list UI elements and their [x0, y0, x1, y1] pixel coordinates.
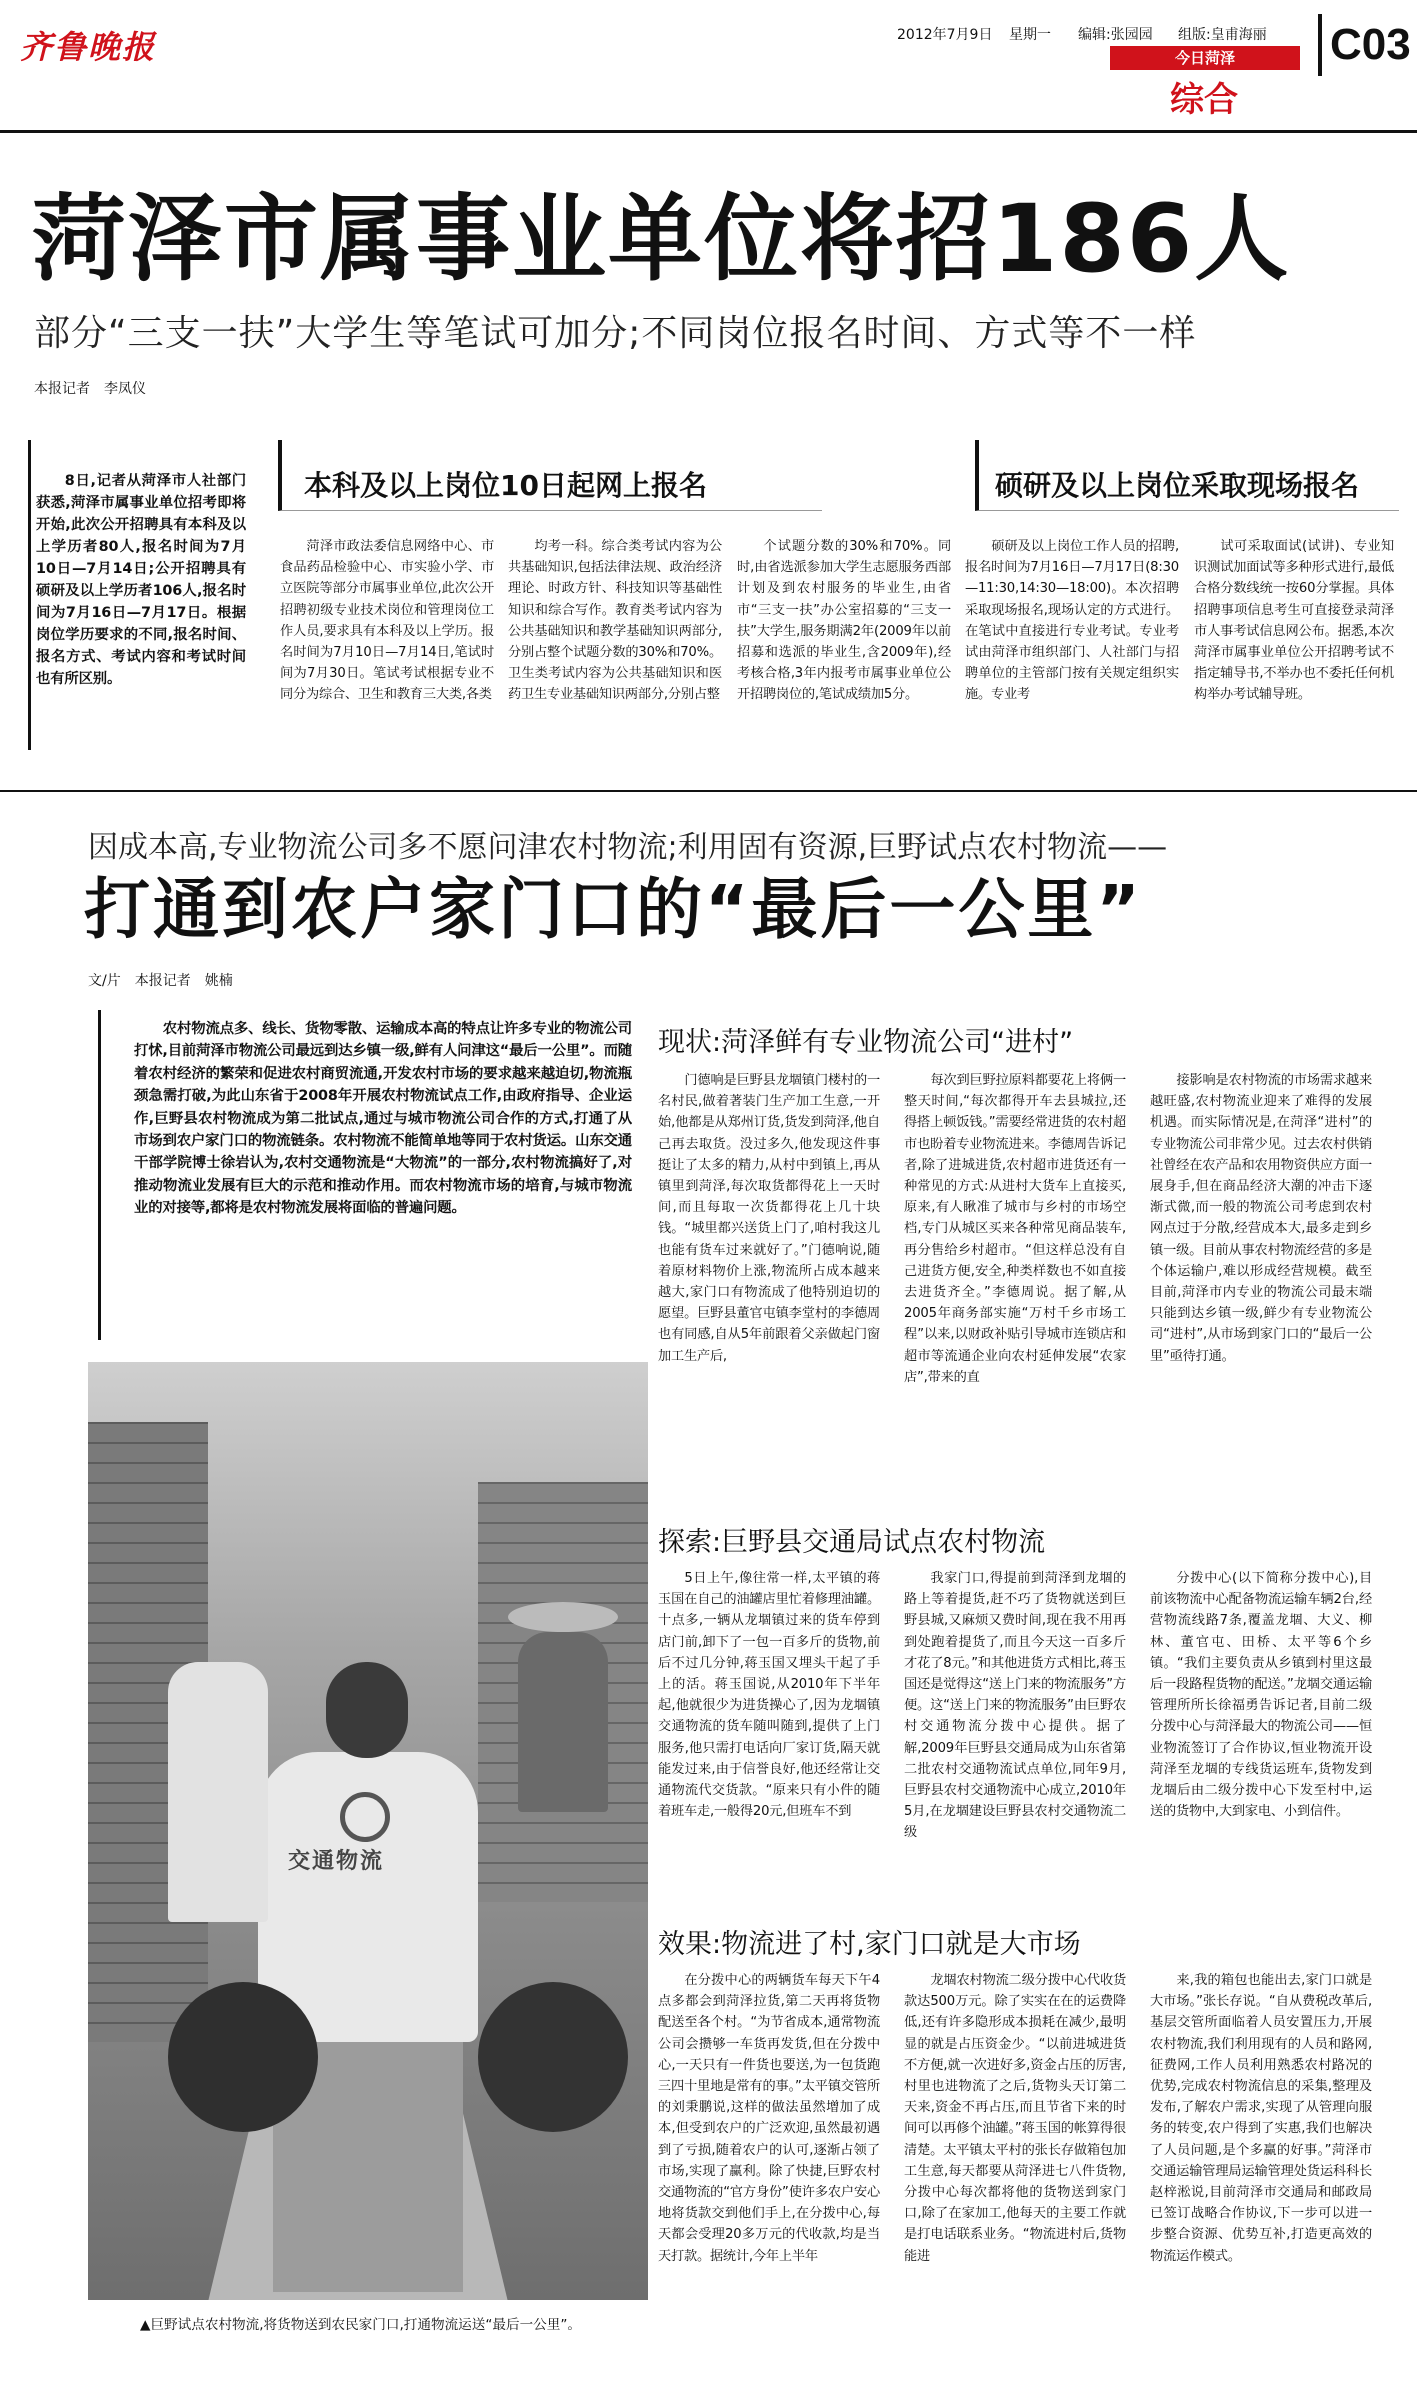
s2-col1 — [658, 1568, 880, 1908]
lead-left-rule — [28, 440, 31, 750]
story2-intro — [134, 1018, 632, 1348]
editor-credit: 编辑:张园园 — [1078, 27, 1153, 43]
story1-subheadline: 部分“三支一扶”大学生等笔试可加分;不同岗位报名时间、方式等不一样 — [34, 313, 1197, 354]
story1-col3 — [737, 536, 951, 766]
s3-col2-text: 龙堌农村物流二级分拨中心代收货款达500万元。除了实实在在的运费降低,还有许多隐形成本损耗在减少,最明显的就是占压资金少。“以前进城进货不方便,就一次进好多,资金占压的厉害,村里也进物流了之后,货物头天订第二天来,资金不再占压,而且节省下来的时间可以再修个油罐。”蒋玉国的帐算得很清楚。太平镇太平村的张长存做箱包加工生意,每天都要从菏泽进七八件货物,分拨中心每次都将他的货物送到家门口,除了在家加工,他每天的主要工作就是打电话联系业务。“物流进村后,货物能进 — [904, 1973, 1126, 2264]
photo-shirt-text: 交通物流 — [288, 1849, 385, 1874]
s3-col1-text: 在分拨中心的两辆货车每天下午4点多都会到菏泽拉货,第二天再将货物配送至各个村。“为节省成本,通常物流公司会攒够一车货再发货,但在分拨中心,一天只有一件货也要送,为一包货跑三四十里地是常有的事。”太平镇交管所的刘秉鹏说,这样的做法虽然增加了成本,但受到农户的广泛欢迎,虽然最初遇到了亏损,随着农户的认可,逐渐占领了市场,实现了赢利。除了快捷,巨野农村交通物流的“官方身份”使许多农户安心地将货款交到他们手上,在分拨中心,每天都会受理20多万元的代收款,均是当天打款。据统计,今年上半年 — [658, 1973, 880, 2264]
story1-col2-text: 均考一科。综合类考试内容为公共基础知识,包括法律法规、政治经济理论、时政方针、科技知识等基础性知识和综合写作。教育类考试内容为公共基础知识和教学基础知识两部分,分别占整个试题分数的30%和70%。卫生类考试内容为公共基础知识和医药卫生专业基础知识两部分,分别占整 — [508, 539, 722, 703]
masthead — [0, 0, 1417, 140]
s2-col3 — [1150, 1568, 1372, 1908]
s3-col2 — [904, 1970, 1126, 2395]
story2-headline: 打通到农户家门口的“最后一公里” — [84, 871, 1143, 948]
photo-sack-right — [478, 1982, 628, 2132]
story1-subhead-b-text: 硕研及以上岗位采取现场报名 — [995, 469, 1360, 502]
delivery-photo — [88, 1362, 648, 2300]
s3-col3 — [1150, 1970, 1372, 2395]
story2-byline: 文/片 本报记者 姚楠 — [88, 973, 233, 989]
section1-title: 现状:菏泽鲜有专业物流公司“进村” — [658, 1027, 1074, 1058]
section3-title: 效果:物流进了村,家门口就是大市场 — [658, 1929, 1081, 1960]
story1-subhead-b — [975, 440, 1399, 511]
photo-worker-head — [326, 1662, 408, 1758]
story-divider — [0, 790, 1417, 792]
story1-col4-text: 硕研及以上岗位工作人员的招聘,报名时间为7月16日—7月17日(8:30—11:30,14:30—18:00)。本次招聘采取现场报名,现场认定的方式进行。在笔试中直接进行专业考试。专业考试由菏泽市组织部门、人社部门与招聘单位的主管部门按有关规定组织实施。专业考 — [965, 539, 1179, 703]
section-tag: 今日菏泽 — [1110, 46, 1300, 70]
story1-col3-text: 个试题分数的30%和70%。同时,由省选派参加大学生志愿服务西部计划及到农村服务的毕业生,由省市“三支一扶”办公室招募的“三支一扶”大学生,服务期满2年(2009年以前招募和选派的毕业生,含2009年),经考核合格,3年内报考市属事业单位公开招聘岗位的,笔试成绩加5分。 — [737, 539, 951, 703]
s2-col2 — [904, 1568, 1126, 1908]
story1-lead — [36, 470, 246, 750]
photo-bg-person — [518, 1632, 608, 1812]
s3-col1 — [658, 1970, 880, 2395]
story1-headline: 菏泽市属事业单位将招186人 — [32, 185, 1291, 294]
page-number: C03 — [1318, 14, 1417, 76]
intro-left-rule — [98, 1010, 101, 1340]
story1-subhead-a-text: 本科及以上岗位10日起网上报名 — [304, 469, 707, 502]
section-title: 综合 — [1170, 80, 1238, 120]
s1-col3-text: 接影响是农村物流的市场需求越来越旺盛,农村物流业迎来了难得的发展机遇。而实际情况是,在菏泽“进村”的专业物流公司非常少见。过去农村供销社曾经在农产品和农用物资供应方面一展身手,但在商品经济大潮的冲击下逐渐式微,而一般的物流公司考虑到农村网点过于分散,经营成本大,最多走到乡镇一级。目前从事农村物流经营的多是个体运输户,难以形成经营规模。截至目前,菏泽市内专业的物流公司最末端只能到达乡镇一级,鲜少有专业物流公司“进村”,从市场到家门口的“最后一公里”亟待打通。 — [1150, 1073, 1372, 1364]
story1-subhead-a — [278, 440, 822, 511]
photo-caption: ▲巨野试点农村物流,将货物送到农民家门口,打通物流运送“最后一公里”。 — [140, 2317, 581, 2333]
story2-intro-text: 农村物流点多、线长、货物零散、运输成本高的特点让许多专业的物流公司打怵,目前菏泽市物流公司最远到达乡镇一级,鲜有人问津这“最后一公里”。而随着农村经济的繁荣和促进农村商贸流通,开发农村市场的要求越来越迫切,物流瓶颈急需打破,为此山东省于2008年开展农村物流试点工作,由政府指导、企业运作,巨野县农村物流成为第二批试点,通过与城市物流公司合作的方式,打通了从市场到农户家门口的物流链条。农村物流不能简单地等同于农村货运。山东交通干部学院博士徐岩认为,农村交通物流是“大物流”的一部分,农村物流搞好了,对推动物流业发展有巨大的示范和推动作用。而农村物流市场的培育,与城市物流业的对接等,都将是农村物流发展将面临的普遍问题。 — [134, 1021, 632, 1217]
s1-col2 — [904, 1070, 1126, 1500]
photo-bg-person-hat — [508, 1602, 618, 1632]
s2-col1-text: 5日上午,像往常一样,太平镇的蒋玉国在自己的油罐店里忙着修理油罐。十点多,一辆从龙堌镇过来的货车停到店门前,卸下了一包一百多斤的货物,前后不过几分钟,蒋玉国又埋头干起了手上的活。蒋玉国说,从2010年下半年起,他就很少为进货操心了,因为龙堌镇交通物流的货车随叫随到,提供了上门服务,他只需打电话向厂家订货,隔天就能发过来,由于信誉良好,他还经常让交通物流代交货款。“原来只有小件的随着班车走,一般得20元,但班车不到 — [658, 1571, 880, 1820]
story1-col2 — [508, 536, 722, 766]
s1-col1 — [658, 1070, 880, 1500]
photo-logo-circle — [340, 1792, 390, 1842]
story2-kicker: 因成本高,专业物流公司多不愿问津农村物流;利用固有资源,巨野试点农村物流—— — [88, 830, 1168, 865]
story1-col5 — [1194, 536, 1394, 766]
story1-lead-text: 8日,记者从菏泽市人社部门获悉,菏泽市属事业单位招考即将开始,此次公开招聘具有本科及以上学历者80人,报名时间为7月10日—7月14日;公开招聘具有硕研及以上学历者106人,报名时间为7月16日—7月17日。根据岗位学历要求的不同,报名时间、报名方式、考试内容和考试时间也有所区别。 — [36, 473, 246, 687]
photo-sack — [168, 1982, 318, 2132]
s1-col1-text: 门德响是巨野县龙堌镇门楼村的一名村民,做着著装门生产加工生意,一开始,他都是从郑州订货,货发到菏泽,他自己再去取货。没过多久,他发现这件事挺让了太多的精力,从村中到镇上,再从镇里到菏泽,每次取货都得花上一天时间,而且每取一次货都得花上几十块钱。“城里都兴送货上门了,咱村我这儿也能有货车过来就好了。”门德响说,随着原材料物价上涨,物流所占成本越来越大,家门口有物流成了他特别迫切的愿望。巨野县董官屯镇李堂村的李德周也有同感,自从5年前跟着父亲做起门窗加工生产后, — [658, 1073, 880, 1364]
issue-date: 2012年7月9日 — [897, 27, 993, 43]
story1-col1 — [280, 536, 494, 766]
s3-col3-text: 来,我的箱包也能出去,家门口就是大市场。”张长存说。“自从费税改革后,基层交管所面临着人员安置压力,开展农村物流,我们利用现有的人员和路网,征费网,工作人员利用熟悉农村路况的优势,完成农村物流信息的采集,整理及发布,了解农户需求,实现了从管理向服务的转变,农户得到了实惠,我们也解决了人员问题,是个多赢的好事。”菏泽市交通运输管理局运输管理处货运科科长赵梓淞说,目前菏泽市交通局和邮政局已签订战略合作协议,下一步可以进一步整合资源、优势互补,打造更高效的物流运作模式。 — [1150, 1973, 1372, 2264]
s2-col2-text: 我家门口,得提前到菏泽到龙堌的路上等着提货,赶不巧了货物就送到巨野县城,又麻烦又费时间,现在我不用再到处跑着提货了,而且今天这一百多斤才花了8元。”和其他进货方式相比,蒋玉国还是觉得这“送上门来的物流服务”方便。这“送上门来的物流服务”由巨野农村交通物流分拨中心提供。据了解,2009年巨野县交通局成为山东省第二批农村交通物流试点单位,同年9月,巨野县农村交通物流中心成立,2010年5月,在龙堌建设巨野县农村交通物流二级 — [904, 1571, 1126, 1841]
s1-col2-text: 每次到巨野拉原料都要花上将俩一整天时间,“每次都得开车去县城拉,还得搭上顿饭钱。”需要经常进货的农村超市也盼着专业物流进来。李德周告诉记者,除了进城进货,农村超市进货还有一种常见的方式:从进村大货车上直接买,原来,有人瞅准了城市与乡村的市场空档,专门从城区买来各种常见商品装车,再分售给乡村超市。“但这样总没有自己进货方便,安全,种类样数也不如直接去进货齐全。”李德周说。据了解,从2005年商务部实施“万村千乡市场工程”以来,以财政补贴引导城市连锁店和超市等流通企业向农村延伸发展“农家店”,带来的直 — [904, 1073, 1126, 1385]
story1-col1-text: 菏泽市政法委信息网络中心、市食品药品检验中心、市实验小学、市立医院等部分市属事业单位,此次公开招聘初级专业技术岗位和管理岗位工作人员,要求具有本科及以上学历。报名时间为7月10日—7月14日,笔试时间为7月30日。笔试考试根据专业不同分为综合、卫生和教育三大类,各类 — [280, 539, 494, 703]
paper-logo: 齐鲁晚报 — [20, 28, 157, 66]
photo-left-person — [168, 1662, 268, 1922]
section2-title: 探索:巨野县交通局试点农村物流 — [658, 1527, 1046, 1558]
s2-col3-text: 分拨中心(以下简称分拨中心),目前该物流中心配备物流运输车辆2台,经营物流线路7条,覆盖龙堌、大义、柳林、董官屯、田桥、太平等6个乡镇。“我们主要负责从乡镇到村里这最后一段路程货物的配送。”龙堌交通运输管理所所长徐福勇告诉记者,目前二级分拨中心与菏泽最大的物流公司——恒业物流签订了合作协议,恒业物流开设菏泽至龙堌的专线货运班车,货物发到龙堌后由二级分拨中心下发至村中,运送的货物中,大到家电、小到信件。 — [1150, 1571, 1372, 1820]
story1-col4 — [965, 536, 1179, 766]
story1-col5-text: 试可采取面试(试讲)、专业知识测试加面试等多种形式进行,最低合格分数线统一按60分掌握。具体招聘事项信息考生可直接登录菏泽市人事考试信息网公布。据悉,本次菏泽市属事业单位公开招聘考试不指定辅导书,不举办也不委托任何机构举办考试辅导班。 — [1194, 539, 1394, 703]
layout-credit: 组版:皇甫海丽 — [1178, 27, 1267, 43]
issue-weekday: 星期一 — [1009, 27, 1051, 43]
story1-byline: 本报记者 李凤仪 — [34, 381, 146, 397]
s1-col3 — [1150, 1070, 1372, 1500]
masthead-rule — [0, 130, 1417, 133]
